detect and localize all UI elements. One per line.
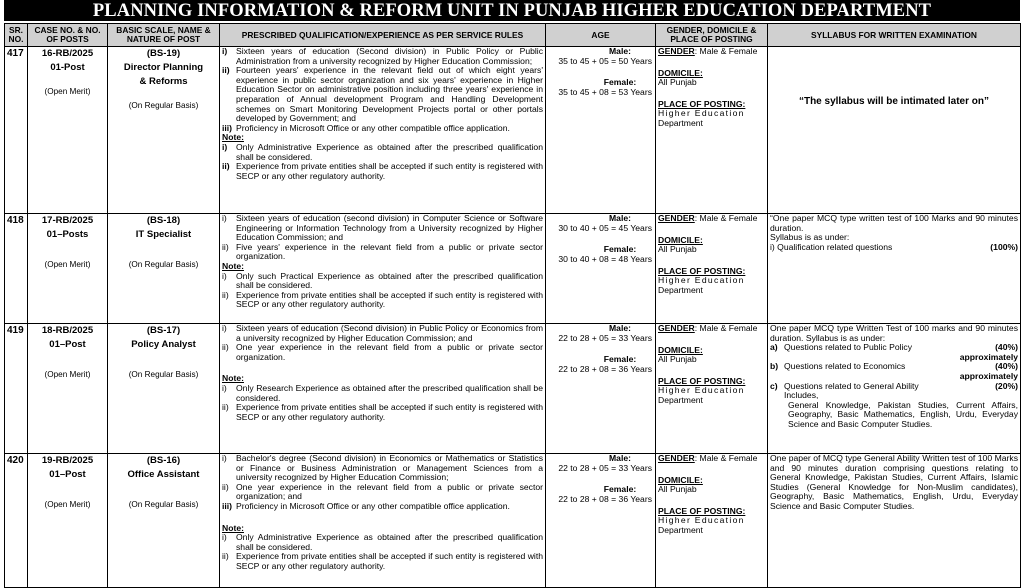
posting-label: PLACE OF POSTING:	[658, 505, 746, 516]
gender-cell	[656, 454, 768, 588]
case-cell	[28, 324, 108, 454]
age-female: 30 to 40 + 08 = 48 Years	[558, 253, 652, 264]
q-num: ii)	[222, 241, 229, 252]
bs-scale: (BS-18)	[146, 215, 181, 226]
posting-label: PLACE OF POSTING:	[658, 98, 746, 109]
note-text: Experience from private entities shall be accepted if such entity is registered with SECP or any other regulatory authority.	[236, 161, 543, 181]
note-label: Note:	[222, 373, 244, 384]
case-no: 18-RB/2025	[41, 325, 94, 336]
q-text: Sixteen years of education (Second division) in Public Policy or Public Administration from a university recognized by Higher Education Commission;	[236, 46, 543, 66]
gender-value: : Male & Female	[694, 323, 758, 333]
posting-value: Higher Education	[658, 108, 745, 119]
post-count: 01–Post	[49, 339, 86, 350]
header-scale: BASIC SCALE, NAME & NATURE OF POST	[108, 24, 220, 47]
domicile-label: DOMICILE:	[658, 344, 703, 355]
merit: (Open Merit)	[44, 260, 91, 269]
q-num: ii)	[222, 481, 229, 492]
female-label: Female:	[603, 77, 637, 88]
syllabus-cell	[768, 324, 1021, 454]
posting-value-2: Department	[658, 394, 703, 405]
page-banner: PLANNING INFORMATION & REFORM UNIT IN PUNJAB HIGHER EDUCATION DEPARTMENT	[4, 0, 1020, 21]
q-num: i)	[222, 213, 227, 223]
post-name: Policy Analyst	[131, 339, 196, 350]
approximately: approximately	[959, 351, 1018, 362]
gender-value: : Male & Female	[694, 46, 758, 56]
post-count: 01–Posts	[46, 229, 89, 240]
posting-label: PLACE OF POSTING:	[658, 375, 746, 386]
age-male: 30 to 40 + 05 = 45 Years	[558, 222, 652, 233]
header-qualification: PRESCRIBED QUALIFICATION/EXPERIENCE AS PER SERVICE RULES	[220, 24, 546, 47]
case-cell	[28, 214, 108, 324]
q-num: iii)	[222, 500, 233, 511]
gender-cell	[656, 324, 768, 454]
gender-label: GENDER	[658, 213, 695, 223]
posting-value-2: Department	[658, 117, 703, 128]
syllabus-item: Questions related to Economics	[784, 361, 906, 372]
posting-value: Higher Education	[658, 385, 745, 396]
q-num: ii)	[222, 65, 230, 76]
note-num: i)	[222, 382, 227, 393]
q-text: Bachelor's degree (Second division) in Economics or Mathematics or Statistics or Finance or Business Administration or Management Sciences from a university recognized by Higher Education Commission;	[236, 453, 543, 483]
age-female: 22 to 28 + 08 = 36 Years	[558, 493, 652, 504]
syllabus-letter: a)	[770, 342, 778, 353]
merit: (Open Merit)	[44, 370, 91, 379]
syllabus-pct: (100%)	[990, 241, 1018, 252]
age-cell	[546, 324, 656, 454]
table-row	[5, 454, 1021, 588]
note-text: Only Research Experience as obtained after the prescribed qualification shall be considered.	[236, 382, 543, 403]
case-no: 19-RB/2025	[41, 455, 94, 466]
domicile-value: All Punjab	[658, 354, 697, 365]
male-label: Male:	[609, 323, 631, 333]
note-label: Note:	[222, 260, 244, 271]
case-no: 17-RB/2025	[41, 215, 94, 226]
table-row	[5, 324, 1021, 454]
syllabus-letter: c)	[770, 380, 778, 391]
merit: (Open Merit)	[44, 500, 91, 509]
header-age: AGE	[546, 24, 656, 47]
female-label: Female:	[603, 484, 637, 495]
note-label: Note:	[222, 132, 244, 143]
case-no: 16-RB/2025	[41, 48, 94, 59]
sr-no: 417	[5, 47, 28, 214]
syllabus-pct: (40%)	[995, 342, 1018, 353]
q-text: Sixteen years of education (Second division) in Public Policy or Economics from a university recognized by Higher Education Commission; and	[236, 323, 543, 343]
female-label: Female:	[603, 244, 637, 255]
q-text: Fourteen years' experience in the relevant field out of which eight years' experience in public sector organization and six years' experience in Higher Education Sector on administrative position including three years' experience in preparation of Annual development Program and Handling Development schemes on Smart Monitoring Development Projects portal or other portals developed by Government; and	[236, 65, 543, 124]
syllabus-under: Syllabus is as under:	[770, 232, 850, 243]
age-female: 35 to 45 + 08 = 53 Years	[558, 86, 652, 97]
scale-cell	[108, 214, 220, 324]
note-num: i)	[222, 270, 227, 281]
header-case: CASE NO. & NO. OF POSTS	[28, 24, 108, 47]
gender-label: GENDER	[658, 323, 695, 333]
syllabus-detail: General Knowledge, Pakistan Studies, Current Affairs, Geography, Basic Mathematics, English, Urdu, Everyday Science and Basic Computer Studies.	[788, 399, 1018, 429]
sr-no: 418	[5, 214, 28, 324]
syllabus-pct: (40%)	[995, 361, 1018, 372]
q-text: Proficiency in Microsoft Office or any other compatible office application.	[236, 122, 510, 133]
age-male: 35 to 45 + 05 = 50 Years	[558, 55, 652, 66]
scale-cell	[108, 47, 220, 214]
post-name: Office Assistant	[127, 469, 200, 480]
header-syllabus: SYLLABUS FOR WRITTEN EXAMINATION	[768, 24, 1021, 47]
age-cell	[546, 454, 656, 588]
syllabus-cell	[768, 47, 1021, 214]
basis: (On Regular Basis)	[128, 500, 199, 509]
post-count: 01-Post	[50, 62, 85, 73]
note-num: ii)	[222, 161, 230, 172]
gender-cell	[656, 47, 768, 214]
female-label: Female:	[603, 354, 637, 365]
q-num: ii)	[222, 342, 229, 353]
domicile-value: All Punjab	[658, 77, 697, 88]
q-num: i)	[222, 323, 227, 333]
syllabus-item: i) Qualification related questions	[770, 241, 893, 252]
post-name-2: & Reforms	[139, 76, 188, 87]
note-text: Experience from private entities shall be accepted if such entity is registered with SECP or any other regulatory authority.	[236, 289, 543, 310]
gender-value: : Male & Female	[694, 453, 758, 463]
gender-value: : Male & Female	[694, 213, 758, 223]
note-text: Only such Practical Experience as obtained after the prescribed qualification shall be considered.	[236, 270, 543, 291]
bs-scale: (BS-17)	[146, 325, 181, 336]
q-num: iii)	[222, 122, 233, 133]
q-text: One year experience in the relevant field from a public or private sector organization.	[236, 342, 543, 362]
q-num: i)	[222, 453, 227, 463]
gender-label: GENDER	[658, 453, 695, 463]
syllabus-cell	[768, 214, 1021, 324]
post-name: IT Specialist	[135, 229, 192, 240]
age-female: 22 to 28 + 08 = 36 Years	[558, 363, 652, 374]
bs-scale: (BS-19)	[146, 48, 181, 59]
note-text: Experience from private entities shall be accepted if such entity is registered with SECP or any other regulatory authority.	[236, 402, 543, 422]
q-text: Proficiency in Microsoft Office or any other compatible office application.	[236, 500, 510, 511]
q-num: i)	[222, 46, 228, 56]
sr-no: 420	[5, 454, 28, 588]
syllabus-item: Questions related to General Ability	[784, 380, 919, 391]
approximately: approximately	[959, 370, 1018, 381]
syllabus-text: One paper of MCQ type General Ability Written test of 100 Marks and 90 minutes duration comprising questions relating to General Knowledge, Pakistan Studies, Current Affairs, Islamic Studies (General Knowledge for Non-Muslim candidates), Geography, Basic Mathematics, English, Urdu, Everyday Science and Basic Computer Studies.	[770, 453, 1018, 511]
note-num: ii)	[222, 289, 229, 300]
q-text: Sixteen years of education (second division) in Computer Science or Software Engineering or Information Technology from a University recognized by Higher Education Commission; and	[236, 213, 543, 243]
syllabus-cell	[768, 454, 1021, 588]
syllabus-pct: (20%)	[995, 380, 1018, 391]
syllabus-text: “The syllabus will be intimated later on”	[798, 96, 990, 107]
header-sr: SR. NO.	[5, 24, 28, 47]
sr-no: 419	[5, 324, 28, 454]
gender-label: GENDER	[658, 46, 695, 56]
merit: (Open Merit)	[44, 87, 91, 96]
note-text: Experience from private entities shall be accepted if such entity is registered with SECP or any other regulatory authority.	[236, 551, 543, 571]
basis: (On Regular Basis)	[128, 260, 199, 269]
syllabus-intro: One paper MCQ type Written Test of 100 marks and 90 minutes duration. Syllabus is as under:	[770, 323, 1018, 343]
posting-value-2: Department	[658, 284, 703, 295]
note-label: Note:	[222, 522, 244, 533]
bs-scale: (BS-16)	[146, 455, 181, 466]
header-gender: GENDER, DOMICILE & PLACE OF POSTING	[656, 24, 768, 47]
posting-value-2: Department	[658, 524, 703, 535]
domicile-value: All Punjab	[658, 244, 697, 255]
syllabus-item: Questions related to Public Policy	[784, 342, 913, 353]
q-text: Five years' experience in the relevant field from a public or private sector organization.	[236, 241, 543, 262]
note-num: i)	[222, 141, 228, 152]
domicile-label: DOMICILE:	[658, 67, 703, 78]
q-text: One year experience in the relevant field from a public or private sector organization; and	[236, 481, 543, 502]
qualification-cell	[220, 47, 546, 214]
male-label: Male:	[609, 46, 631, 56]
age-male: 22 to 28 + 05 = 33 Years	[558, 332, 652, 343]
age-cell	[546, 47, 656, 214]
note-text: Only Administrative Experience as obtained after the prescribed qualification shall be considered.	[236, 141, 543, 162]
posting-value: Higher Education	[658, 515, 745, 526]
domicile-value: All Punjab	[658, 484, 697, 495]
male-label: Male:	[609, 213, 631, 223]
domicile-label: DOMICILE:	[658, 474, 703, 485]
syllabus-includes: Includes,	[784, 390, 819, 401]
case-cell	[28, 454, 108, 588]
gender-cell	[656, 214, 768, 324]
note-num: i)	[222, 532, 227, 543]
basis: (On Regular Basis)	[128, 101, 199, 110]
posting-label: PLACE OF POSTING:	[658, 265, 746, 276]
table-row	[5, 47, 1021, 214]
note-text: Only Administrative Experience as obtained after the prescribed qualification shall be considered.	[236, 532, 543, 552]
qualification-cell	[220, 324, 546, 454]
post-count: 01–Post	[49, 469, 86, 480]
qualification-cell	[220, 214, 546, 324]
syllabus-letter: b)	[770, 361, 779, 372]
header-row	[5, 24, 1021, 47]
qualification-cell	[220, 454, 546, 588]
scale-cell	[108, 454, 220, 588]
posts-table	[4, 23, 1021, 588]
case-cell	[28, 47, 108, 214]
age-cell	[546, 214, 656, 324]
scale-cell	[108, 324, 220, 454]
basis: (On Regular Basis)	[128, 370, 199, 379]
male-label: Male:	[609, 453, 631, 463]
note-num: ii)	[222, 402, 229, 413]
age-male: 22 to 28 + 05 = 33 Years	[558, 462, 652, 473]
table-row	[5, 214, 1021, 324]
domicile-label: DOMICILE:	[658, 234, 703, 245]
syllabus-intro: “One paper MCQ type written test of 100 Marks and 90 minutes duration.	[770, 213, 1018, 233]
post-name: Director Planning	[123, 62, 204, 73]
posting-value: Higher Education	[658, 275, 745, 286]
note-num: ii)	[222, 551, 229, 562]
